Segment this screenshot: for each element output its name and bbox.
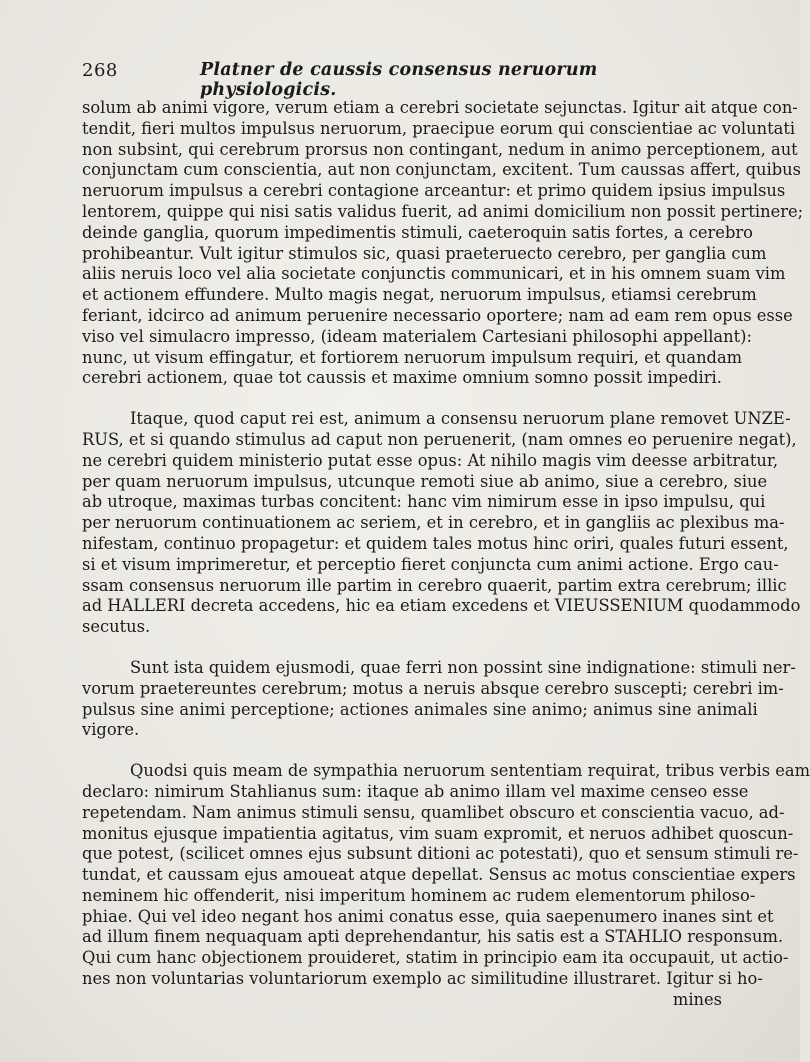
text-line: repetendam. Nam animus stimuli sensu, quamlibet obscuro et conscientia vacuo, ad- (82, 802, 785, 822)
page-header (82, 60, 722, 100)
paragraph-1 (82, 98, 804, 389)
text-line: que potest, (scilicet omnes ejus subsunt ditioni ac potestati), quo et sensum stimuli re- (82, 844, 799, 864)
text-line: non subsint, qui cerebrum prorsus non contingant, nedum in animo perceptionem, aut (82, 139, 798, 159)
text-line: Qui cum hanc objectionem prouideret, statim in principio eam ita occupauit, ut actio- (82, 948, 789, 968)
text-line: ad illum finem nequaquam apti deprehendantur, his satis est a STAHLIO responsum. (82, 927, 784, 947)
text-line: ad HALLERI decreta accedens, hic ea etiam excedens et VIEUSSENIUM quodammodo (82, 596, 801, 616)
text-line: per neruorum continuationem ac seriem, et in cerebro, et in gangliis ac plexibus ma- (82, 513, 785, 533)
text-line: RUS, et si quando stimulus ad caput non peruenerit, (nam omnes eo peruenire negat), (82, 429, 797, 449)
text-line: monitus ejusque impatientia agitatus, vim suam expromit, et neruos adhibet quoscun- (82, 823, 794, 843)
text-line: ab utroque, maximas turbas concitent: hanc vim nimirum esse in ipso impulsu, qui (82, 492, 766, 512)
text-line: lentorem, quippe qui nisi satis validus fuerit, ad animi domicilium non possit pertinere; (82, 201, 804, 221)
text-line: et actionem effundere. Multo magis negat, neruorum impulsus, etiamsi cerebrum (82, 285, 757, 305)
text-line: vorum praetereuntes cerebrum; motus a neruis absque cerebro suscepti; cerebri im- (82, 678, 784, 698)
text-line: vigore. (82, 720, 140, 740)
text-line: feriant, idcirco ad animum peruenire necessario oportere; nam ad eam rem opus esse (82, 305, 793, 325)
text-line: aliis neruis loco vel alia societate conjunctis communicari, et in his omnem suam vim (82, 264, 786, 284)
text-line: pulsus sine animi perceptione; actiones animales sine animo; animus sine animali (82, 699, 758, 719)
text-line: prohibeantur. Vult igitur stimulos sic, quasi praeteruecto cerebro, per ganglia cum (82, 243, 767, 263)
text-line: ssam consensus neruorum ille partim in cerebro quaerit, partim extra cerebrum; illic (82, 575, 787, 595)
body-text (82, 98, 810, 1011)
text-line: nunc, ut visum effingatur, et fortiorem neruorum impulsum requiri, et quandam (82, 347, 743, 367)
text-line: cerebri actionem, quae tot caussis et maxime omnium somno possit impediri. (82, 368, 722, 388)
text-line: si et visum imprimeretur, et perceptio fieret conjuncta cum animi actione. Ergo cau- (82, 554, 779, 574)
text-line: ne cerebri quidem ministerio putat esse opus: At nihilo magis vim deesse arbitratur, (82, 450, 779, 470)
text-line: viso vel simulacro impresso, (ideam materialem Cartesiani philosophi appellant): (82, 326, 753, 346)
page-number: 268 (82, 60, 118, 81)
text-line: neruorum impulsus a cerebri contagione arceantur: et primo quidem ipsius impulsus (82, 181, 786, 201)
paragraph-3 (82, 657, 796, 741)
running-head: Platner de caussis consensus neruorum physiologicis. (200, 60, 598, 100)
catchword: mines (672, 989, 722, 1009)
text-line: declaro: nimirum Stahlianus sum: itaque ab animo illam vel maxime censeo esse (82, 781, 749, 801)
text-line: Quodsi quis meam de sympathia neruorum sententiam requirat, tribus verbis eam (130, 761, 810, 781)
text-line: solum ab animi vigore, verum etiam a cerebri societate sejunctas. Igitur ait atque con- (82, 98, 798, 117)
paragraph-4 (82, 761, 810, 1011)
text-line: deinde ganglia, quorum impedimentis stimuli, caeteroquin satis fortes, a cerebro (82, 222, 753, 242)
text-line: tendit, fieri multos impulsus neruorum, praecipue eorum qui conscientiae ac voluntati (82, 118, 796, 138)
text-line: nes non voluntarias voluntariorum exemplo ac similitudine illustraret. Igitur si ho- (82, 969, 763, 989)
text-line: Itaque, quod caput rei est, animum a consensu neruorum plane removet UNZE- (130, 409, 791, 429)
text-line: per quam neruorum impulsus, utcunque remoti siue ab animo, siue a cerebro, siue (82, 471, 768, 491)
text-line: secutus. (82, 617, 151, 637)
text-line: conjunctam cum conscientia, aut non conjunctam, excitent. Tum caussas affert, quibus (82, 160, 801, 180)
text-line: tundat, et caussam ejus amoueat atque depellat. Sensus ac motus conscientiae expers (82, 865, 796, 885)
text-line: nifestam, continuo propagetur: et quidem tales motus hinc oriri, quales futuri essent, (82, 533, 789, 553)
paragraph-2 (82, 409, 801, 638)
text-line: neminem hic offenderit, nisi imperitum hominem ac rudem elementorum philoso- (82, 885, 756, 905)
text-line: Sunt ista quidem ejusmodi, quae ferri non possint sine indignatione: stimuli ner- (130, 657, 796, 677)
text-line: phiae. Qui vel ideo negant hos animi conatus esse, quia saepenumero inanes sint et (82, 906, 774, 926)
